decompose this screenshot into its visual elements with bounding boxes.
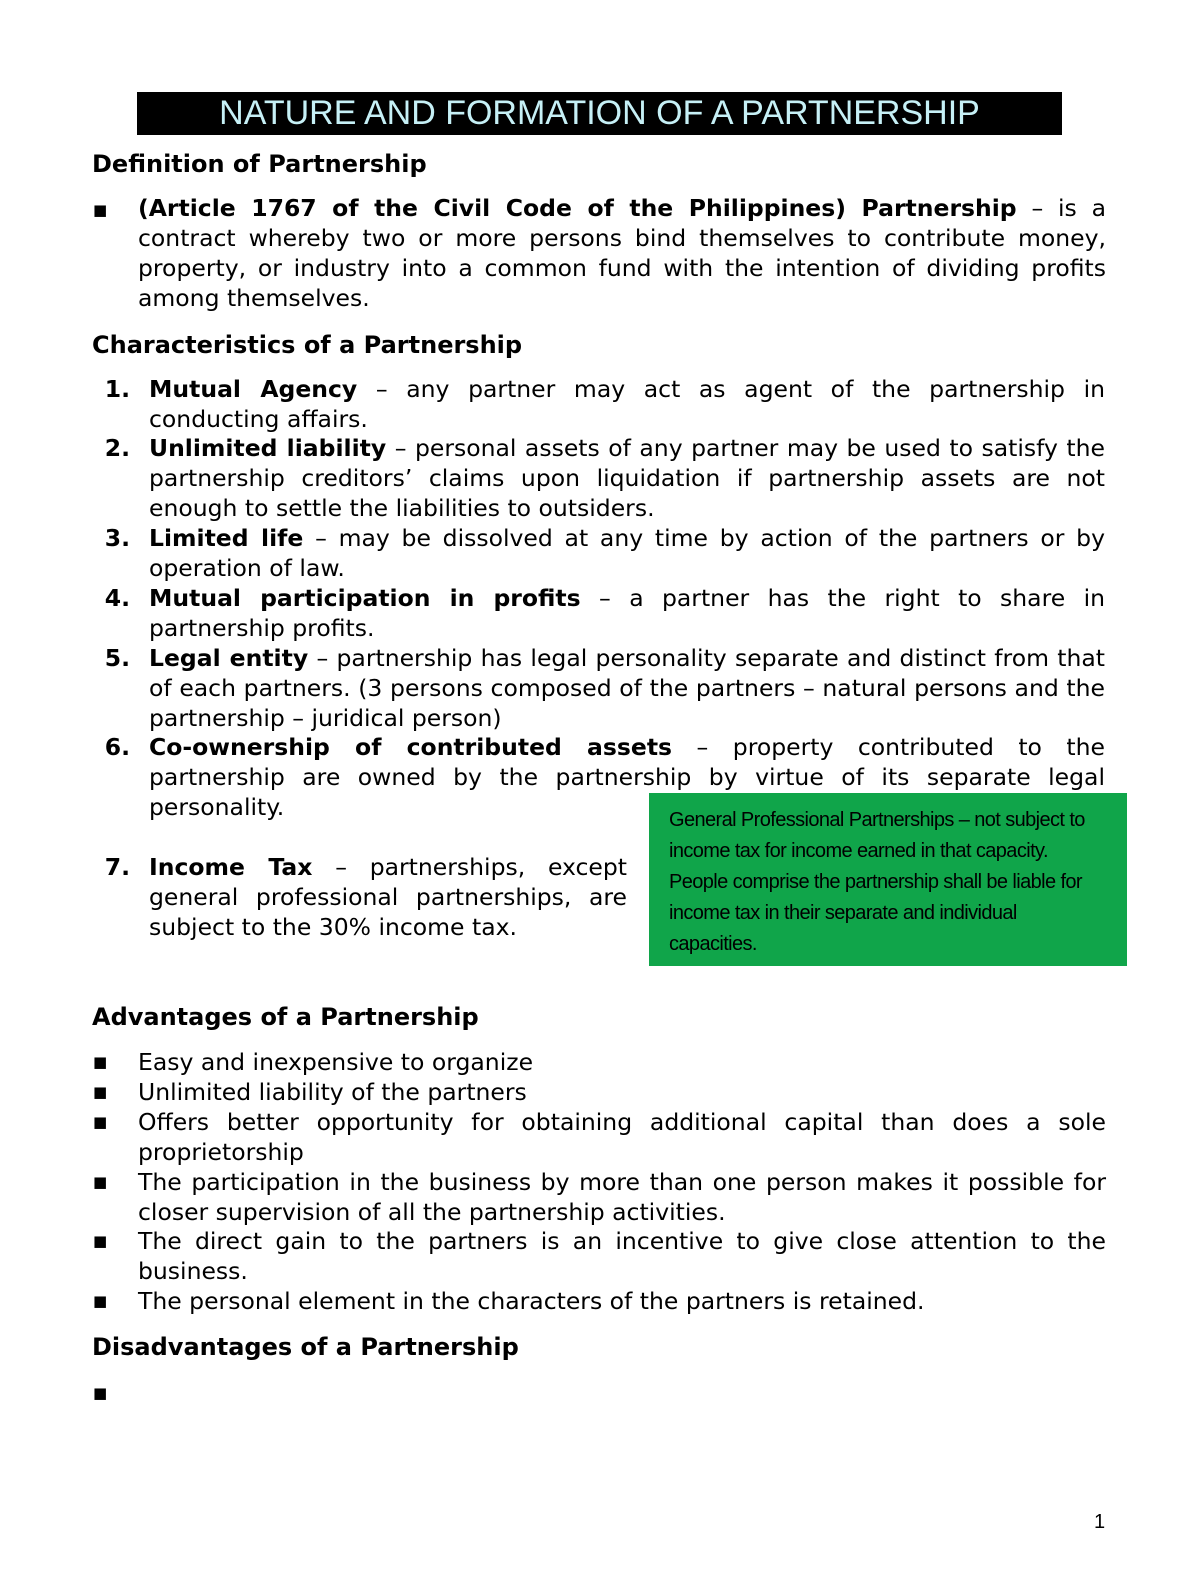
definition-text: – is a contract whereby two or more persons bind themselves to contribute money, property, or industry into a common fund with the intention of dividing profits among themselves.: [138, 194, 1106, 312]
item-desc: – property contributed to the partnership are owned by the partnership by virtue of its separate legal personality.: [149, 733, 1105, 821]
callout-box: [649, 793, 1127, 966]
list-item: [149, 583, 1105, 643]
item-desc: – any partner may act as agent of the partnership in conducting affairs.: [149, 375, 1105, 433]
list-number: 2.: [104, 434, 130, 462]
item-desc: – partnership has legal personality separate and distinct from that of each partners. (3 persons composed of the partners – natural persons and the partnership – juridical person): [149, 644, 1105, 732]
item-desc: – may be dissolved at any time by action of the partners or by operation of law.: [149, 524, 1105, 582]
item-desc: – a partner has the right to share in partnership profits.: [149, 584, 1105, 642]
square-bullet-icon: ■: [93, 1232, 108, 1250]
square-bullet-icon: ■: [93, 1113, 108, 1131]
list-item: Easy and inexpensive to organize: [138, 1048, 534, 1076]
list-item: [149, 523, 1105, 583]
definition-paragraph: [138, 193, 1106, 313]
square-bullet-icon: ■: [93, 1053, 108, 1071]
list-item: [149, 643, 1105, 733]
square-bullet-icon: ■: [93, 1384, 108, 1402]
page-title: NATURE AND FORMATION OF A PARTNERSHIP: [137, 92, 1062, 135]
list-item: The participation in the business by more than one person makes it possible for closer supervision of all the partnership activities.: [138, 1168, 1106, 1226]
list-number: 1.: [104, 375, 130, 403]
list-number: 7.: [104, 853, 130, 881]
list-item: The personal element in the characters of the partners is retained.: [138, 1287, 925, 1315]
list-item: [149, 374, 1105, 434]
characteristics-heading: Characteristics of a Partnership: [92, 331, 523, 359]
item-term: Income Tax: [149, 853, 313, 881]
list-item: Offers better opportunity for obtaining additional capital than does a sole proprietorship: [138, 1108, 1106, 1166]
list-item: The direct gain to the partners is an incentive to give close attention to the business.: [138, 1227, 1106, 1285]
item-term: Mutual Agency: [149, 375, 358, 403]
item-term: Limited life: [149, 524, 304, 552]
definition-heading: Definition of Partnership: [92, 150, 427, 178]
advantages-heading: Advantages of a Partnership: [92, 1003, 479, 1031]
square-bullet-icon: ■: [93, 1173, 108, 1191]
definition-bold-intro: (Article 1767 of the Civil Code of the Philippines) Partnership: [138, 194, 1017, 222]
square-bullet-icon: ■: [93, 1083, 108, 1101]
item-term: Co-ownership of contributed assets: [149, 733, 673, 761]
page-number: 1: [1094, 1511, 1106, 1533]
item-desc: – personal assets of any partner may be used to satisfy the partnership creditors’ claims upon liquidation if partnership assets are not enough to settle the liabilities to outsiders.: [149, 434, 1105, 522]
item-term: Mutual participation in profits: [149, 584, 581, 612]
list-number: 3.: [104, 524, 130, 552]
list-item: [149, 433, 1105, 523]
square-bullet-icon: ■: [93, 201, 108, 219]
callout-text: General Professional Partnerships – not subject to income tax for income earned in that capacity. People comprise the partnership shall be liable for income tax in their separate and individual capacities.: [669, 809, 1085, 955]
square-bullet-icon: ■: [93, 1292, 108, 1310]
list-number: 4.: [104, 584, 130, 612]
list-item: [149, 852, 627, 942]
item-term: Unlimited liability: [149, 434, 387, 462]
item-term: Legal entity: [149, 644, 309, 672]
list-number: 5.: [104, 644, 130, 672]
item-desc: – partnerships, except general professional partnerships, are subject to the 30% income tax.: [149, 853, 627, 941]
disadvantages-heading: Disadvantages of a Partnership: [92, 1333, 519, 1361]
list-number: 6.: [104, 733, 130, 761]
list-item: Unlimited liability of the partners: [138, 1078, 527, 1106]
